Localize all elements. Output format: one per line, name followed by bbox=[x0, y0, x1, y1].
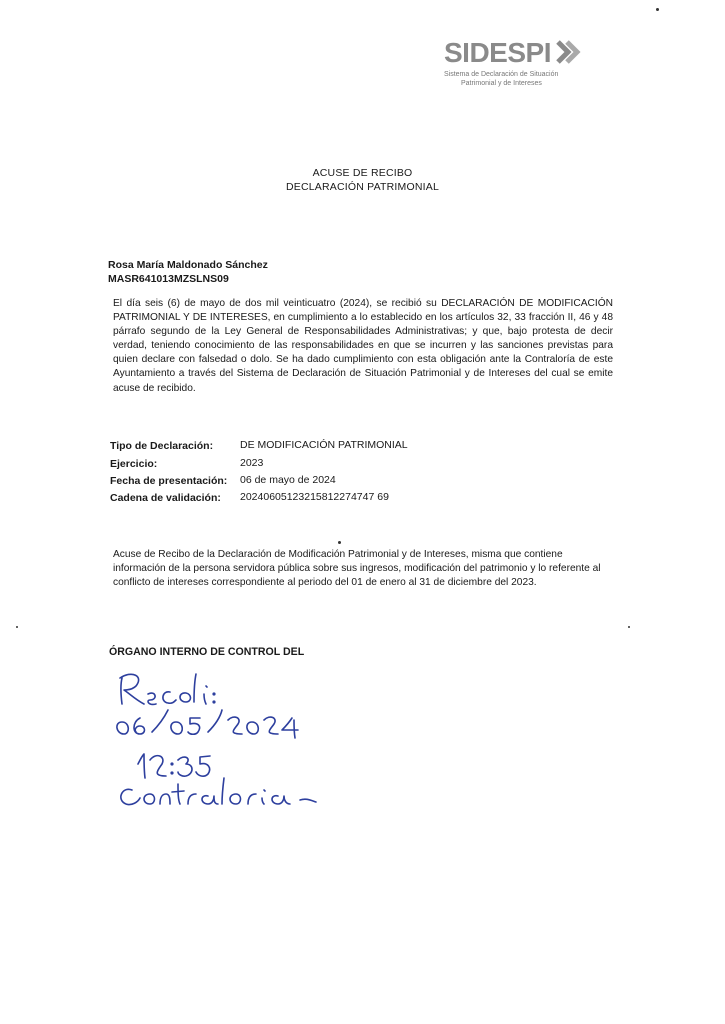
sidespi-logo bbox=[444, 36, 604, 96]
heading-line2: DECLARACIÓN PATRIMONIAL bbox=[286, 181, 439, 193]
body-paragraph: El día seis (6) de mayo de dos mil veinticuatro (2024), se recibió su DECLARACIÓN DE MODIFICACIÓN PATRIMONIAL Y DE INTERESES, en cumplimiento a lo establecido en los artículos 32, 33 fracción II, 46 y 48 párrafo segundo de la Ley General de Responsabilidades Administrativas; y que, bajo protesta de decir verdad, teniendo conocimiento de las responsabilidades en que se incurren y las sanciones previstas para quien declare con falsedad o dolo. Se ha dado cumplimiento con esta obligación ante la Contraloría de este Ayuntamiento a través del Sistema de Declaración de Situación Patrimonial y de Intereses del cual se emite acuse de recibido. bbox=[113, 298, 613, 394]
logo-subtitle-line2: Patrimonial y de Intereses bbox=[461, 80, 542, 87]
recipient-rfc: MASR641013MZSLNS09 bbox=[108, 273, 229, 285]
field-label-cadena: Cadena de validación: bbox=[110, 492, 221, 504]
field-value-cadena: 20240605123215812274747 69 bbox=[240, 491, 389, 503]
logo-arrow-icon bbox=[556, 38, 582, 66]
scan-speck bbox=[656, 8, 659, 11]
scan-speck bbox=[338, 541, 341, 544]
logo-subtitle-line1: Sistema de Declaración de Situación bbox=[444, 71, 559, 78]
field-value-ejercicio: 2023 bbox=[240, 457, 264, 469]
handwritten-receipt-note bbox=[110, 660, 350, 810]
closing-paragraph: Acuse de Recibo de la Declaración de Modificación Patrimonial y de Intereses, misma que contiene información de la persona servidora pública sobre sus ingresos, modificación del patrimonio y lo referente al conflicto de intereses correspondiente al periodo del 01 de enero al 31 de diciembre del 2023. bbox=[113, 549, 601, 588]
field-value-fecha: 06 de mayo de 2024 bbox=[240, 474, 336, 486]
field-value-tipo: DE MODIFICACIÓN PATRIMONIAL bbox=[240, 439, 408, 451]
logo-wordmark: SIDESPI bbox=[444, 37, 551, 68]
field-label-ejercicio: Ejercicio: bbox=[110, 458, 158, 470]
heading-line1: ACUSE DE RECIBO bbox=[312, 167, 413, 179]
organ-title: ÓRGANO INTERNO DE CONTROL DEL bbox=[109, 646, 305, 658]
scan-speck bbox=[628, 626, 630, 628]
field-label-fecha: Fecha de presentación: bbox=[110, 475, 228, 487]
field-label-tipo: Tipo de Declaración: bbox=[110, 440, 214, 452]
recipient-name: Rosa María Maldonado Sánchez bbox=[108, 259, 268, 271]
scan-speck bbox=[16, 626, 18, 628]
